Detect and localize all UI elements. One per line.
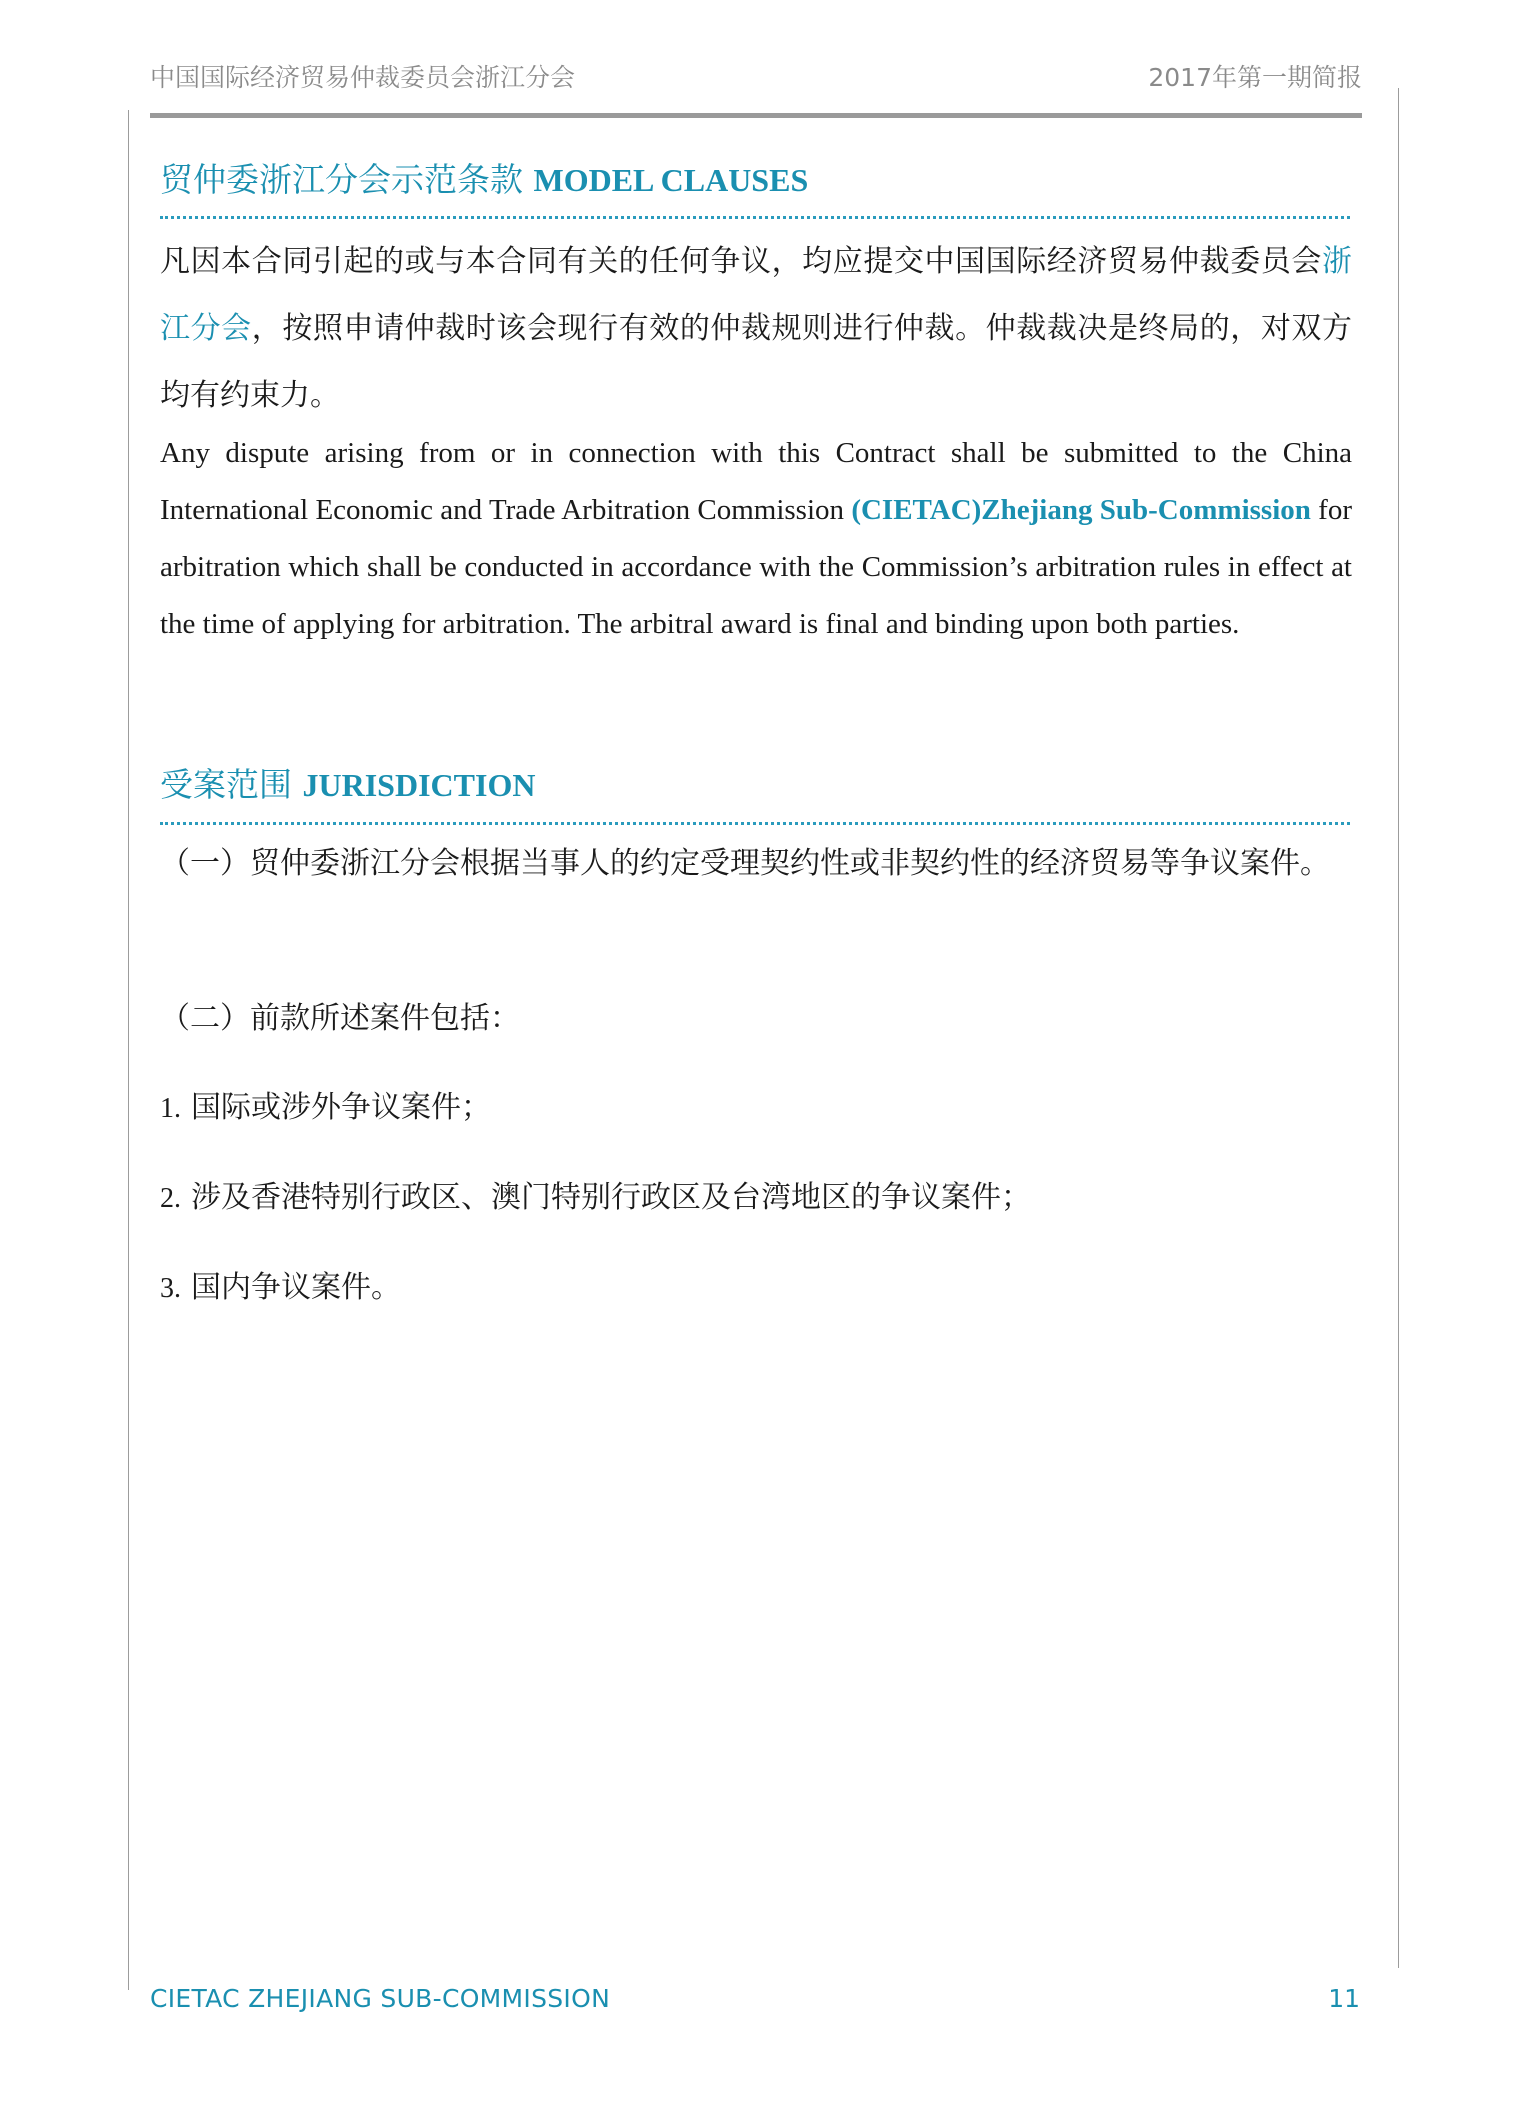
jurisdiction-title-cn: 受案范围 xyxy=(160,765,292,804)
left-margin-line xyxy=(128,110,129,1990)
model-clause-cn-part1: 凡因本合同引起的或与本合同有关的任何争议，均应提交中国国际经济贸易仲裁委员会 xyxy=(160,244,1322,279)
item-text: 国内争议案件。 xyxy=(191,1270,401,1305)
item-text: 涉及香港特别行政区、澳门特别行政区及台湾地区的争议案件； xyxy=(191,1180,1031,1215)
model-clauses-title xyxy=(160,160,1350,200)
page-header xyxy=(150,58,1362,98)
model-clause-cn-highlight: 浙江分会 xyxy=(160,244,1352,346)
jurisdiction-title-en: JURISDICTION xyxy=(302,767,536,803)
model-clauses-title-cn: 贸仲委浙江分会示范条款 xyxy=(160,160,523,199)
footer-org-name: CIETAC ZHEJIANG SUB-COMMISSION xyxy=(150,1984,611,2013)
model-clause-cn-part2: ，按照申请仲裁时该会现行有效的仲裁规则进行仲裁。仲裁裁决是终局的，对双方均有约束力。 xyxy=(160,311,1353,413)
model-clause-en-part2: for arbitration which shall be conducted in accordance with the Commission’s arbitration rules in effect at the time of applying for arbitration. The arbitral award is final and binding upon both parties. xyxy=(160,494,1352,640)
jurisdiction-para-1: （一）贸仲委浙江分会根据当事人的约定受理契约性或非契约性的经济贸易等争议案件。 xyxy=(160,846,1330,881)
header-rule xyxy=(150,113,1362,118)
jurisdiction-item-3 xyxy=(160,1254,1352,1322)
header-org-name: 中国国际经济贸易仲裁委员会浙江分会 xyxy=(150,63,576,92)
item-text: 国际或涉外争议案件； xyxy=(191,1090,491,1125)
model-clause-en xyxy=(160,425,1352,653)
right-margin-line xyxy=(1398,88,1399,1968)
jurisdiction-title xyxy=(160,765,1350,805)
model-clause-en-part1: Any dispute arising from or in connection with this Contract shall be submitted to the China International Economic and Trade Arbitration Commission xyxy=(160,437,1352,526)
jurisdiction-divider xyxy=(160,822,1350,825)
model-clauses-divider xyxy=(160,216,1350,219)
item-number: 3. xyxy=(160,1273,181,1304)
item-number: 1. xyxy=(160,1093,181,1124)
jurisdiction-item-2 xyxy=(160,1164,1352,1232)
jurisdiction-item-1 xyxy=(160,1074,1352,1142)
model-clause-cn xyxy=(160,228,1352,429)
item-number: 2. xyxy=(160,1183,181,1214)
model-clauses-title-en: MODEL CLAUSES xyxy=(533,162,809,198)
model-clause-en-highlight: (CIETAC)Zhejiang Sub-Commission xyxy=(851,494,1311,526)
header-issue: 2017年第一期简报 xyxy=(1148,63,1362,92)
page-number: 11 xyxy=(1328,1984,1360,2013)
jurisdiction-para-2: （二）前款所述案件包括： xyxy=(160,1001,520,1036)
